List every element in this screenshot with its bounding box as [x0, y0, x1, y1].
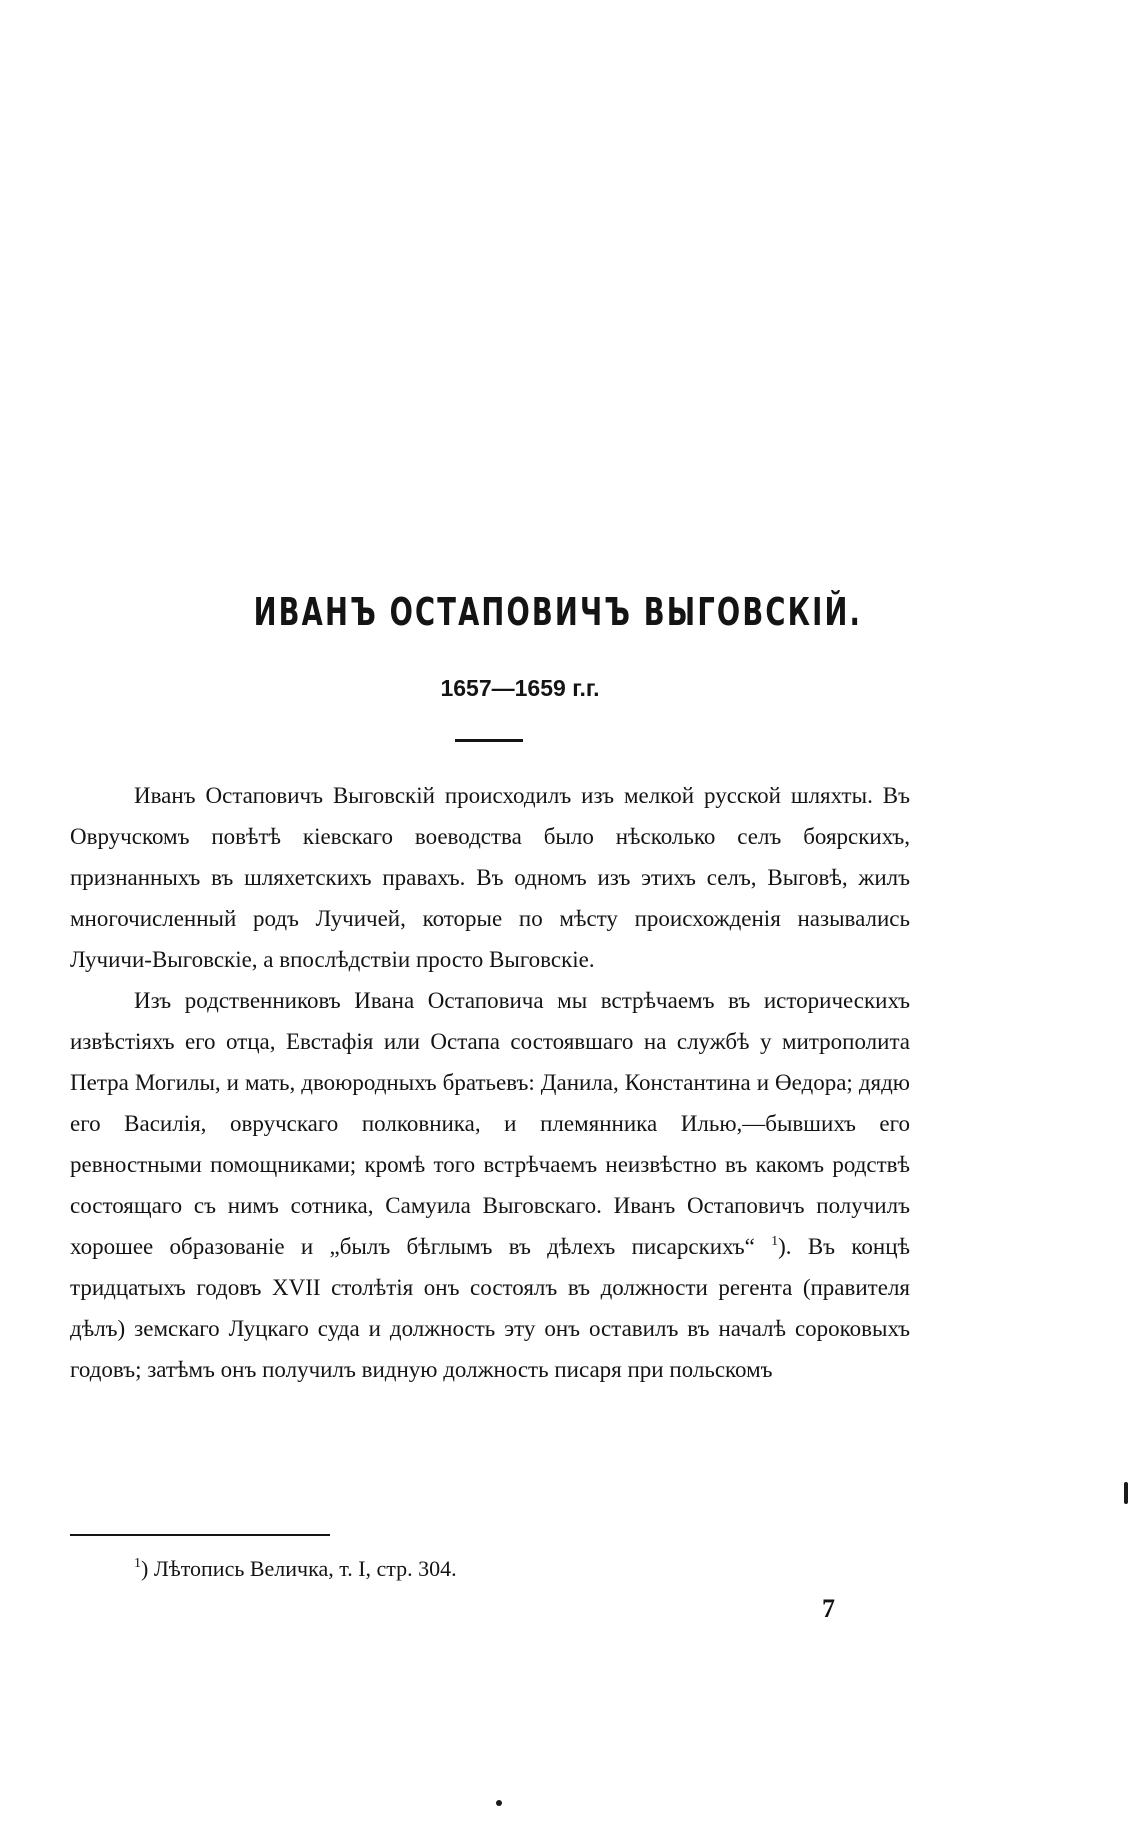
paragraph-1: Иванъ Остаповичъ Выговскій происходилъ изъ мелкой русской шляхты. Въ Овручскомъ повѣтѣ кіевскаго воеводства было нѣсколько селъ боярскихъ, признанныхъ въ шляхетскихъ правахъ. Въ одномъ изъ этихъ селъ, Выговѣ, жилъ многочисленный родъ Лучичей, которые по мѣсту происхожденія назывались Лучичи-Выговскіе, а впослѣдствіи просто Выговскіе.: [70, 783, 910, 972]
scan-edge-mark: [1124, 1482, 1128, 1504]
title-divider: [455, 739, 523, 742]
footnote-reference: 1: [771, 1234, 779, 1249]
page-number: 7: [822, 1594, 835, 1623]
scan-speck: [496, 1800, 502, 1806]
paragraph-2-text-start: Изъ родственниковъ Ивана Остаповича мы встрѣчаемъ въ историческихъ извѣстіяхъ его отца, Евстафія или Остапа состоявшаго на службѣ у митрополита Петра Могилы, и мать, двоюродныхъ братьевъ: Данила, Константина и Өедора; дядю его Василія, овручскаго полковника, и племянника Илью,—бывшихъ его ревностными помощниками; кромѣ того встрѣчаемъ неизвѣстно въ какомъ родствѣ состоящаго съ нимъ сотника, Самуила Выговскаго. Иванъ Остаповичъ получилъ хорошее образованіе и „былъ бѣглымъ въ дѣлехъ писарскихъ“: [70, 988, 910, 1259]
footnote-divider: [70, 1534, 330, 1536]
body-text: [70, 775, 910, 1390]
chapter-years: 1657—1659 г.г.: [440, 675, 600, 701]
chapter-title: ИВАНЪ ОСТАПОВИЧЪ ВЫГОВСКІЙ.: [253, 590, 863, 634]
footnote: [134, 1556, 834, 1582]
paragraph-2-text-end: ). Въ концѣ тридцатыхъ годовъ XVII столѣтія онъ состоялъ въ должности регента (правителя дѣлъ) земскаго Луцкаго суда и должность эту онъ оставилъ въ началѣ сороковыхъ годовъ; затѣмъ онъ получилъ видную должность писаря при польскомъ: [70, 1234, 910, 1382]
paragraph-2: [70, 980, 910, 1390]
footnote-text: ) Лѣтопись Величка, т. I, стр. 304.: [141, 1556, 457, 1581]
footnote-marker: 1: [134, 1556, 141, 1571]
